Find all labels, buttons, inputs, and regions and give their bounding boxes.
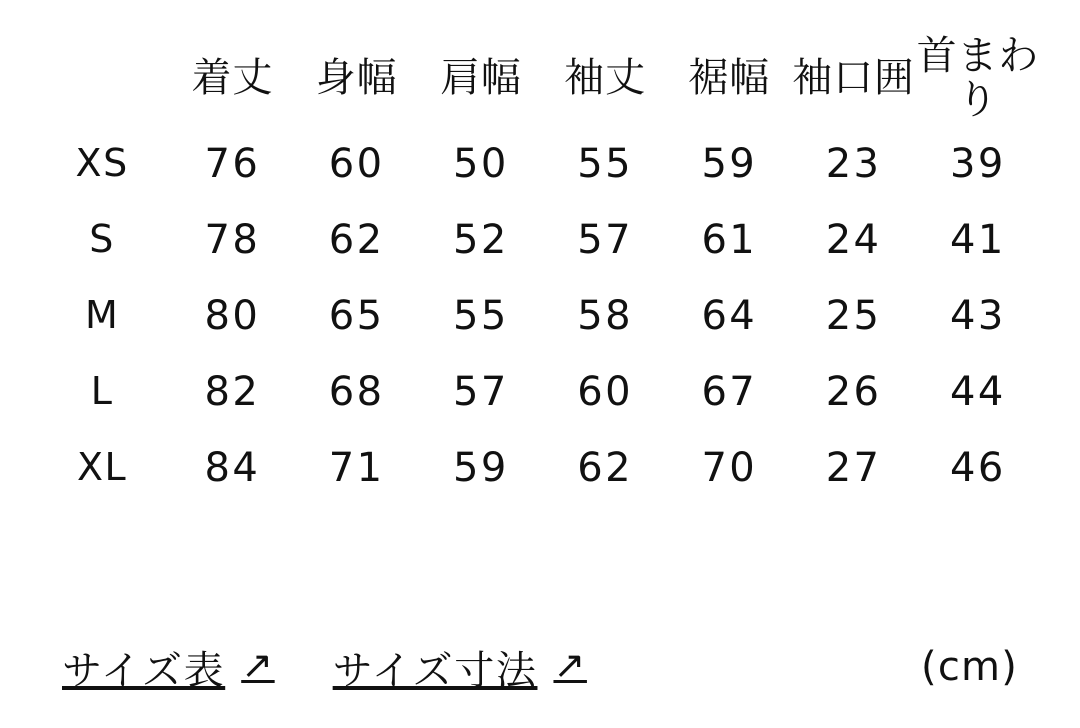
cell-sleeve-length: 55 (577, 141, 633, 187)
cell-neck-circumference: 46 (949, 445, 1006, 491)
cell-shoulder-width: 55 (452, 293, 509, 339)
column-header-sleeve-length: 袖丈 (564, 55, 646, 101)
cell-shoulder-width: 52 (452, 217, 509, 263)
cell-hem-width: 59 (701, 141, 758, 187)
row-size-label: S (89, 217, 115, 262)
cell-chest-width: 65 (328, 293, 385, 339)
table-row (40, 126, 1040, 202)
row-size-label: M (84, 293, 120, 338)
cell-cuff-circumference: 25 (825, 293, 882, 339)
column-header-body-length: 着丈 (191, 55, 274, 101)
cell-chest-width: 60 (328, 141, 385, 187)
cell-neck-circumference: 41 (949, 217, 1006, 263)
size-table (40, 30, 1040, 506)
cell-shoulder-width: 59 (452, 445, 509, 491)
cell-sleeve-length: 62 (577, 445, 633, 491)
cell-sleeve-length: 60 (577, 369, 633, 415)
cell-shoulder-width: 57 (452, 369, 509, 415)
cell-body-length: 82 (204, 369, 261, 415)
cell-sleeve-length: 58 (577, 293, 633, 339)
row-size-label: XS (75, 141, 129, 186)
table-corner-cell (40, 30, 170, 126)
row-size-label: L (90, 369, 114, 414)
table-row (40, 430, 1040, 506)
table-row (40, 278, 1040, 354)
cell-hem-width: 70 (701, 445, 758, 491)
header-row (40, 30, 1040, 126)
cell-cuff-circumference: 27 (825, 445, 882, 491)
cell-sleeve-length: 57 (577, 217, 633, 263)
unit-label: (cm) (921, 644, 1018, 690)
cell-cuff-circumference: 24 (825, 217, 882, 263)
cell-cuff-circumference: 23 (825, 141, 882, 187)
size-chart-page (0, 30, 1080, 728)
cell-body-length: 80 (204, 293, 261, 339)
table-row (40, 202, 1040, 278)
cell-chest-width: 62 (328, 217, 385, 263)
column-header-cuff-circumference: 袖口囲 (792, 55, 915, 101)
cell-neck-circumference: 39 (949, 141, 1006, 187)
size-table-header (40, 30, 1040, 126)
column-header-hem-width: 裾幅 (688, 55, 771, 101)
footer-links-row (0, 632, 1080, 702)
cell-shoulder-width: 50 (452, 141, 509, 187)
column-header-neck-circumference: 首まわり (916, 33, 1040, 123)
size-chart-link-label: サイズ表 (62, 647, 226, 694)
size-table-body (40, 126, 1040, 506)
cell-cuff-circumference: 26 (825, 369, 882, 415)
cell-body-length: 78 (204, 217, 261, 263)
cell-hem-width: 67 (701, 369, 758, 415)
cell-neck-circumference: 43 (949, 293, 1006, 339)
cell-chest-width: 68 (328, 369, 385, 415)
cell-hem-width: 64 (701, 293, 758, 339)
cell-chest-width: 71 (328, 445, 385, 491)
size-measurements-link[interactable] (333, 639, 587, 696)
size-measurements-link-label: サイズ寸法 (332, 647, 538, 694)
external-link-arrow-icon: ↗ (241, 643, 275, 687)
table-row (40, 354, 1040, 430)
column-header-shoulder-width: 肩幅 (440, 55, 522, 101)
size-chart-link[interactable] (62, 639, 275, 696)
cell-hem-width: 61 (701, 217, 758, 263)
external-link-arrow-icon: ↗ (553, 643, 587, 687)
cell-body-length: 76 (204, 141, 261, 187)
cell-body-length: 84 (204, 445, 261, 491)
cell-neck-circumference: 44 (949, 369, 1006, 415)
column-header-chest-width: 身幅 (315, 55, 398, 101)
row-size-label: XL (77, 445, 128, 490)
